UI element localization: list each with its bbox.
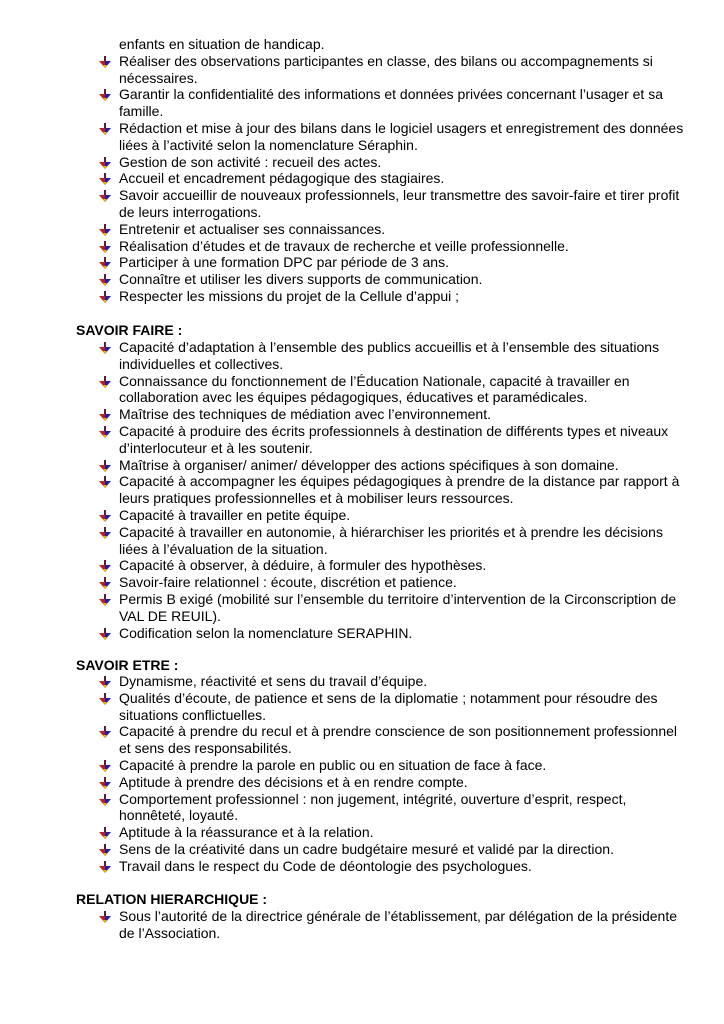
- savoir-faire-list: [0, 339, 724, 641]
- list-item: [0, 373, 689, 407]
- list-item: [0, 221, 689, 238]
- list-item: [0, 690, 689, 724]
- list-item-text: Réaliser des observations participantes en classe, des bilans ou accompagnements si nécessaires.: [119, 52, 653, 86]
- list-item-text: Capacité à produire des écrits professionnels à destination de différents types et niveaux d’interlocuteur et à les soutenir.: [119, 422, 669, 456]
- list-item: [0, 757, 689, 774]
- list-item-text: Permis B exigé (mobilité sur l’ensemble du territoire d’intervention de la Circonscription de VAL DE REUIL).: [119, 590, 677, 624]
- list-item: [0, 557, 689, 574]
- list-item-text: Capacité à prendre du recul et à prendre conscience de son positionnement professionnel et sens des responsabilités.: [119, 723, 678, 757]
- list-item-text: Dynamisme, réactivité et sens du travail d’équipe.: [119, 673, 428, 689]
- list-item-text: Connaissance du fonctionnement de l’Éducation Nationale, capacité à travailler en collaboration avec les équipes pédagogiques, éducatives et paramédicales.: [119, 372, 630, 406]
- list-item: [0, 457, 689, 474]
- arrow-down-bullet-icon: [99, 190, 111, 202]
- list-item: [0, 673, 689, 690]
- list-item: [0, 406, 689, 423]
- arrow-down-bullet-icon: [99, 577, 111, 589]
- list-item-text: Maîtrise des techniques de médiation avec l’environnement.: [119, 406, 491, 423]
- arrow-down-bullet-icon: [99, 224, 111, 236]
- arrow-down-bullet-icon: [99, 794, 111, 806]
- arrow-down-bullet-icon: [99, 123, 111, 135]
- list-item-text: Entretenir et actualiser ses connaissances.: [119, 220, 386, 237]
- arrow-down-bullet-icon: [99, 56, 111, 68]
- list-item-text: Capacité à travailler en petite équipe.: [119, 506, 351, 523]
- arrow-down-bullet-icon: [99, 409, 111, 421]
- list-item: [0, 507, 689, 524]
- arrow-down-bullet-icon: [99, 274, 111, 286]
- savoir-etre-list: [0, 673, 724, 875]
- list-item-text: Maîtrise à organiser/ animer/ développer des actions spécifiques à son domaine.: [119, 456, 619, 473]
- list-item-text: Réalisation d’études et de travaux de recherche et veille professionnelle.: [119, 237, 569, 254]
- list-item-text: Travail dans le respect du Code de déontologie des psychologues.: [119, 857, 532, 874]
- relation-hierarchique-section: [0, 908, 724, 942]
- arrow-down-bullet-icon: [99, 376, 111, 388]
- list-item: [0, 774, 689, 791]
- list-item: [0, 86, 689, 120]
- list-item-text: Capacité à accompagner les équipes pédagogiques à prendre de la distance par rapport à leurs pratiques professionnelles et à mobiliser leurs ressources.: [119, 473, 680, 507]
- list-item-text: Qualités d’écoute, de patience et sens de la diplomatie ; notamment pour résoudre des situations conflictuelles.: [119, 689, 658, 723]
- list-item: [0, 908, 689, 942]
- list-item-text: Respecter les missions du projet de la Cellule d’appui ;: [119, 287, 460, 304]
- arrow-down-bullet-icon: [99, 257, 111, 269]
- list-item-text: Capacité à travailler en autonomie, à hiérarchiser les priorités et à prendre les décisions liées à l’évaluation de la situation.: [119, 523, 663, 557]
- savoir-etre-section: [0, 673, 724, 875]
- list-item-text: Codification selon la nomenclature SERAPHIN.: [119, 624, 413, 641]
- list-item-text: Savoir-faire relationnel : écoute, discrétion et patience.: [119, 574, 457, 591]
- list-item-text: Connaître et utiliser les divers supports de communication.: [119, 271, 483, 288]
- list-item-text: Sous l’autorité de la directrice générale de l’établissement, par délégation de la présidente de l’Association.: [119, 908, 678, 941]
- arrow-down-bullet-icon: [99, 342, 111, 354]
- arrow-down-bullet-icon: [99, 560, 111, 572]
- list-item-text: Rédaction et mise à jour des bilans dans le logiciel usagers et enregistrement des données liées à l’activité selon la nomenclature Séraphin.: [119, 119, 684, 153]
- list-item: [0, 423, 689, 457]
- list-item: [0, 473, 689, 507]
- list-item: [0, 53, 689, 87]
- list-item: [0, 841, 689, 858]
- savoir-faire-section: [0, 339, 724, 641]
- arrow-down-bullet-icon: [99, 476, 111, 488]
- list-item-text: Aptitude à la réassurance et à la relation.: [119, 824, 374, 841]
- list-item: [0, 524, 689, 558]
- list-item: [0, 625, 689, 642]
- list-item: [0, 187, 689, 221]
- arrow-down-bullet-icon: [99, 693, 111, 705]
- list-item: [0, 36, 689, 53]
- list-item-text: Participer à une formation DPC par période de 3 ans.: [119, 254, 449, 271]
- list-item: [0, 154, 689, 171]
- list-item-text: Capacité à observer, à déduire, à formuler des hypothèses.: [119, 557, 487, 574]
- list-item: [0, 858, 689, 875]
- list-item-text: Sens de la créativité dans un cadre budgétaire mesuré et validé par la direction.: [119, 840, 614, 857]
- arrow-down-bullet-icon: [99, 460, 111, 472]
- lead-section: [0, 36, 724, 305]
- list-item-text: Savoir accueillir de nouveaux professionnels, leur transmettre des savoir-faire et tirer profit de leurs interrogations.: [119, 187, 680, 220]
- list-item-text: Accueil et encadrement pédagogique des stagiaires.: [119, 170, 445, 187]
- list-item: [0, 238, 689, 255]
- arrow-down-bullet-icon: [99, 426, 111, 438]
- list-item: [0, 591, 689, 625]
- arrow-down-bullet-icon: [99, 861, 111, 873]
- relation-hierarchique-heading: RELATION HIERARCHIQUE :: [76, 891, 268, 907]
- arrow-down-bullet-icon: [99, 173, 111, 185]
- list-item-text: Capacité d’adaptation à l’ensemble des publics accueillis et à l’ensemble des situations individuelles et collectives.: [119, 339, 660, 372]
- arrow-down-bullet-icon: [99, 89, 111, 101]
- arrow-down-bullet-icon: [99, 157, 111, 169]
- arrow-down-bullet-icon: [99, 291, 111, 303]
- list-item: [0, 824, 689, 841]
- lead-list: [0, 36, 724, 305]
- arrow-down-bullet-icon: [99, 676, 111, 688]
- arrow-down-bullet-icon: [99, 760, 111, 772]
- list-item: [0, 723, 689, 757]
- list-item-text: enfants en situation de handicap.: [119, 36, 325, 52]
- arrow-down-bullet-icon: [99, 911, 111, 923]
- list-item-text: Comportement professionnel : non jugement, intégrité, ouverture d’esprit, respect, honnêteté, loyauté.: [119, 790, 627, 824]
- arrow-down-bullet-icon: [99, 726, 111, 738]
- arrow-down-bullet-icon: [99, 510, 111, 522]
- list-item-text: Gestion de son activité : recueil des actes.: [119, 153, 382, 170]
- list-item-text: Garantir la confidentialité des informations et données privées concernant l’usager et sa famille.: [119, 86, 663, 120]
- list-item-text: Aptitude à prendre des décisions et à en rendre compte.: [119, 773, 468, 790]
- list-item: [0, 120, 689, 154]
- arrow-down-bullet-icon: [99, 844, 111, 856]
- arrow-down-bullet-icon: [99, 827, 111, 839]
- relation-hierarchique-list: [0, 908, 724, 942]
- list-item: [0, 271, 689, 288]
- list-item: [0, 254, 689, 271]
- savoir-faire-heading: SAVOIR FAIRE :: [76, 322, 183, 338]
- arrow-down-bullet-icon: [99, 241, 111, 253]
- savoir-etre-heading: SAVOIR ETRE :: [76, 657, 179, 673]
- list-item: [0, 791, 689, 825]
- arrow-down-bullet-icon: [99, 527, 111, 539]
- list-item: [0, 288, 689, 305]
- list-item: [0, 574, 689, 591]
- list-item: [0, 339, 689, 373]
- list-item: [0, 170, 689, 187]
- arrow-down-bullet-icon: [99, 777, 111, 789]
- arrow-down-bullet-icon: [99, 628, 111, 640]
- arrow-down-bullet-icon: [99, 594, 111, 606]
- list-item-text: Capacité à prendre la parole en public ou en situation de face à face.: [119, 756, 547, 773]
